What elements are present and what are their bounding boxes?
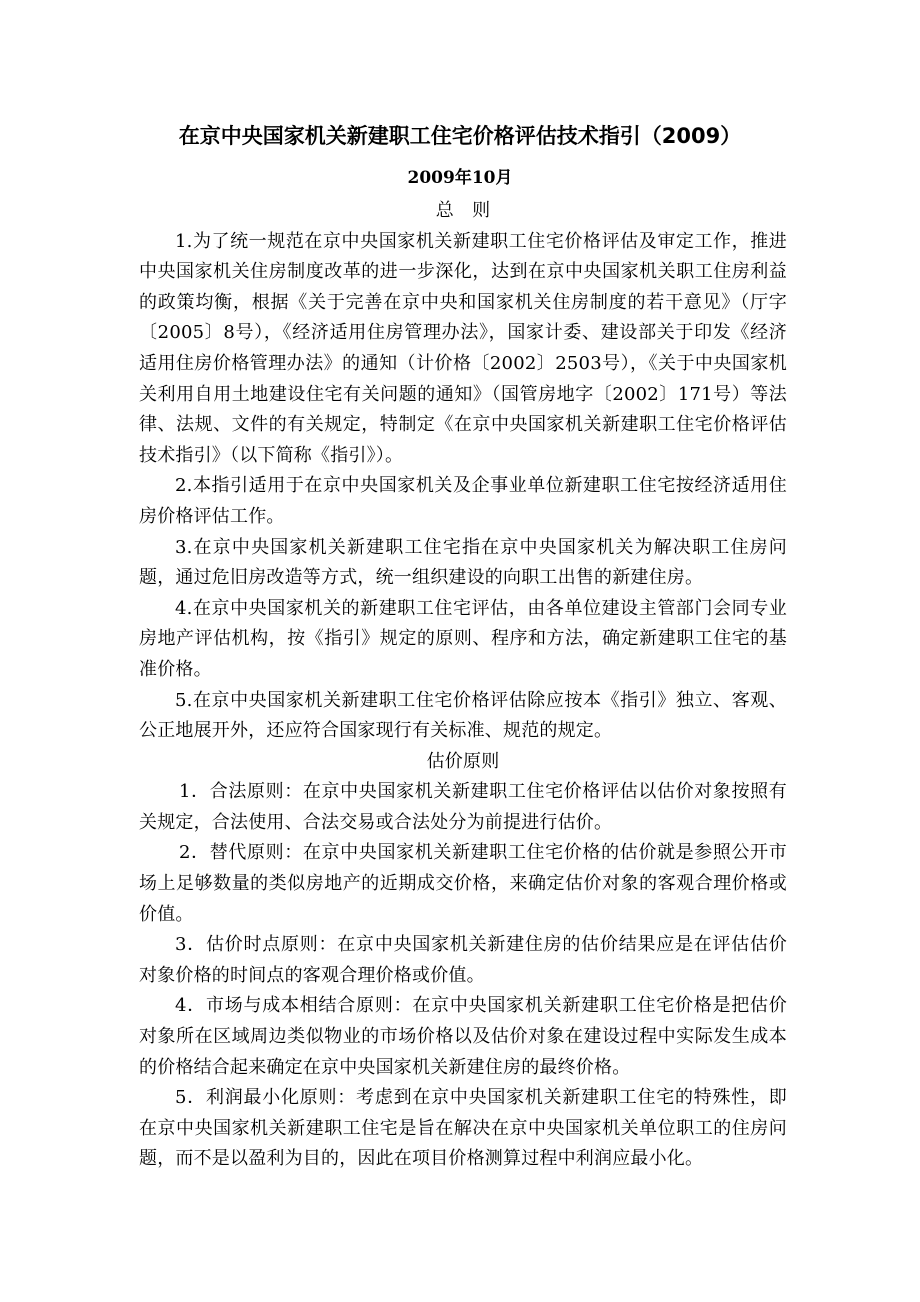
document-body: [139, 196, 787, 1175]
paragraph-general-2: 2.本指引适用于在京中央国家机关及企事业单位新建职工住宅按经济适用住房价格评估工作。: [139, 475, 787, 527]
paragraph-principle-1: 1．合法原则：在京中央国家机关新建职工住宅价格评估以估价对象按照有关规定，合法使用、合法交易或合法处分为前提进行估价。: [139, 781, 787, 833]
paragraph-principle-3: 3．估价时点原则：在京中央国家机关新建住房的估价结果应是在评估估价对象价格的时间点的客观合理价格或价值。: [139, 934, 787, 986]
document-title: 在京中央国家机关新建职工住宅价格评估技术指引（2009）: [178, 124, 742, 148]
paragraph-general-5: 5.在京中央国家机关新建职工住宅价格评估除应按本《指引》独立、客观、公正地展开外，还应符合国家现行有关标准、规范的规定。: [139, 689, 787, 742]
section-heading-general: 总 则: [435, 200, 491, 221]
paragraph-principle-4: 4．市场与成本相结合原则：在京中央国家机关新建职工住宅价格是把估价对象所在区域周边类似物业的市场价格以及估价对象在建设过程中实际发生成本的价格结合起来确定在京中央国家机关新建住房的最终价格。: [139, 995, 787, 1078]
paragraph-principle-5: 5．利润最小化原则：考虑到在京中央国家机关新建职工住宅的特殊性，即在京中央国家机关新建职工住宅是旨在解决在京中央国家机关单位职工的住房问题，而不是以盈利为目的，因此在项目价格测算过程中利润应最小化。: [139, 1087, 787, 1170]
document-date: 2009年10月: [407, 168, 513, 188]
paragraph-general-1: 1.为了统一规范在京中央国家机关新建职工住宅价格评估及审定工作，推进中央国家机关住房制度改革的进一步深化，达到在京中央国家机关职工住房利益的政策均衡，根据《关于完善在京中央和国家机关住房制度的若干意见》（厅字〔2005〕8号），《经济适用住房管理办法》，国家计委、建设部关于印发《经济适用住房价格管理办法》的通知（计价格〔2002〕2503号），《关于中央国家机关利用自用土地建设住宅有关问题的通知》（国管房地字〔2002〕171号）等法律、法规、文件的有关规定，特制定《在京中央国家机关新建职工住宅价格评估技术指引》（以下简称《指引》）。: [139, 230, 787, 466]
paragraph-general-3: 3.在京中央国家机关新建职工住宅指在京中央国家机关为解决职工住房问题，通过危旧房改造等方式，统一组织建设的向职工出售的新建住房。: [139, 536, 787, 589]
paragraph-principle-2: 2．替代原则：在京中央国家机关新建职工住宅价格的估价就是参照公开市场上足够数量的类似房地产的近期成交价格，来确定估价对象的客观合理价格或价值。: [139, 842, 787, 925]
paragraph-general-4: 4.在京中央国家机关的新建职工住宅评估，由各单位建设主管部门会同专业房地产评估机构，按《指引》规定的原则、程序和方法，确定新建职工住宅的基准价格。: [139, 597, 787, 680]
section-heading-valuation-principles: 估价原则: [426, 750, 500, 772]
